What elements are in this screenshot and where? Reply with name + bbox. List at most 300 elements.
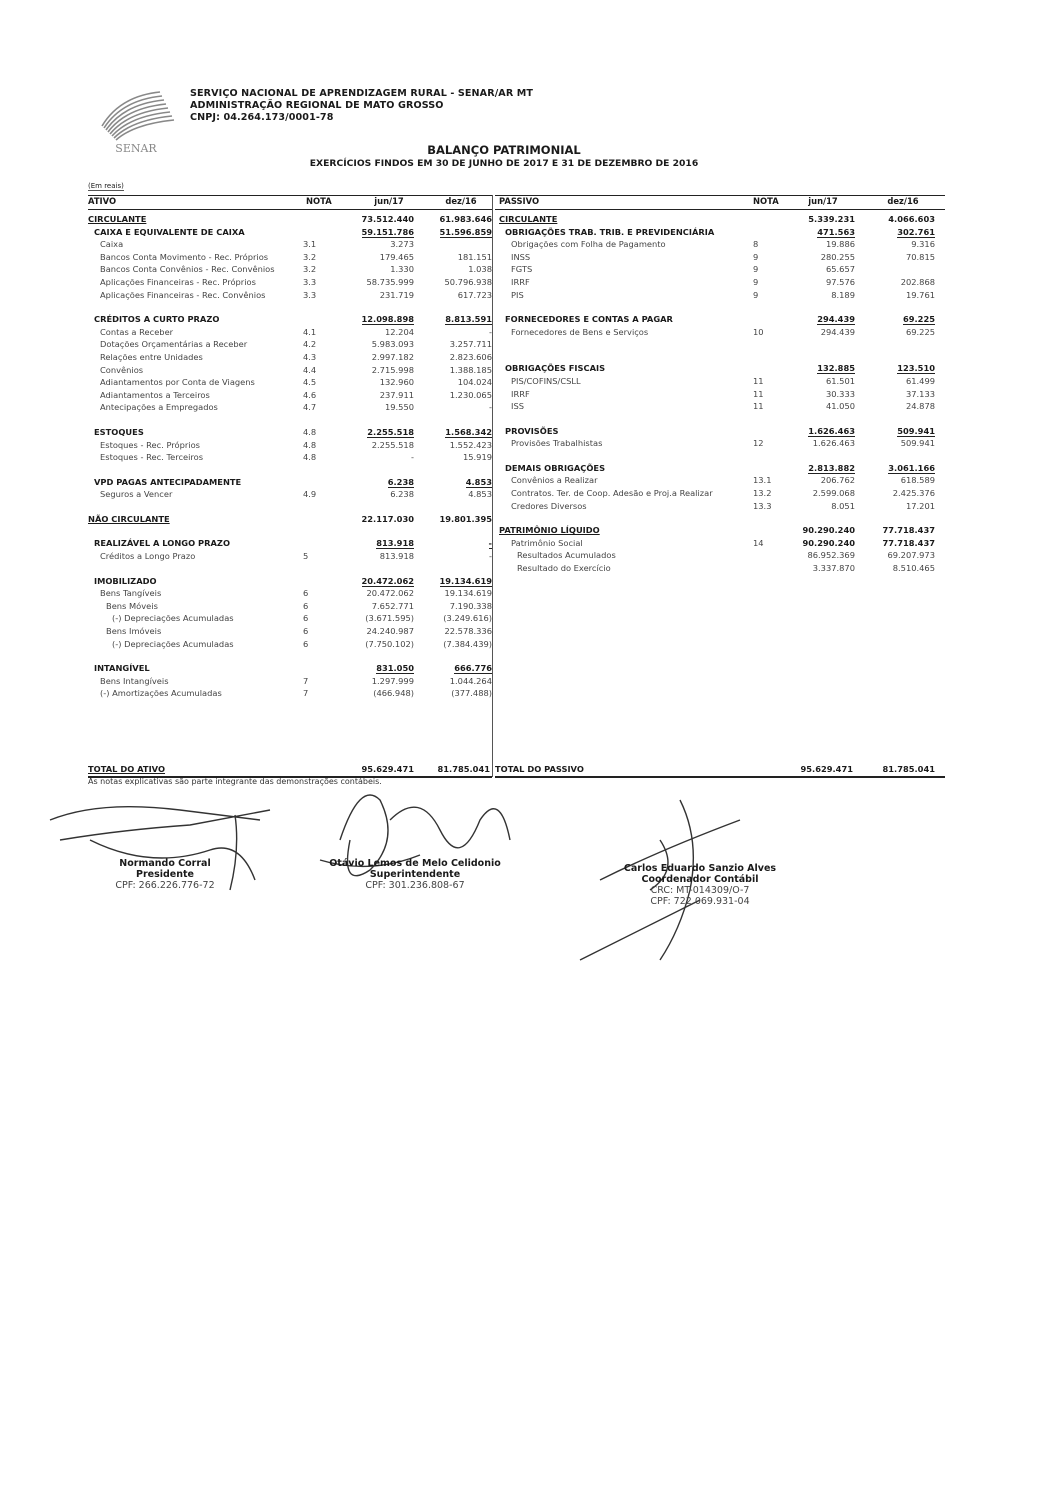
ativo-row-jun17: 3.273 [390, 239, 414, 250]
ativo-row [88, 401, 492, 413]
ativo-row-label: Estoques - Rec. Próprios [100, 439, 200, 450]
ativo-row-nota: 6 [303, 588, 309, 599]
passivo-row-label: FORNECEDORES E CONTAS A PAGAR [505, 314, 673, 325]
passivo-row-cell [773, 238, 855, 250]
ativo-row-cell [406, 537, 492, 549]
ativo-row-cell [328, 638, 414, 650]
ativo-row-dez16: - [489, 551, 492, 562]
ativo-row-jun17: 59.151.786 [361, 226, 414, 237]
ativo-row-jun17: 12.098.898 [361, 314, 414, 325]
passivo-row-nota: 13.3 [753, 500, 772, 511]
ativo-total-dez16: 81.785.041 [437, 764, 490, 774]
unit-label: (Em reais) [88, 182, 124, 190]
passivo-row-cell [853, 524, 935, 536]
ativo-row-dez16: - [489, 326, 492, 337]
ativo-row-dez16: 4.853 [468, 489, 492, 500]
ativo-row-label: (-) Depreciações Acumuladas [112, 638, 234, 649]
passivo-row-cell [773, 263, 855, 275]
ativo-row-cell [406, 575, 492, 587]
ativo-row-label: Bancos Conta Convênios - Rec. Convênios [100, 264, 275, 275]
ativo-row-jun17: 813.918 [376, 538, 414, 549]
ativo-row-cell [328, 575, 414, 587]
ativo-row-cell [406, 276, 492, 288]
ativo-total-jun17: 95.629.471 [361, 764, 414, 774]
ativo-row-label: Aplicações Financeiras - Rec. Próprios [100, 277, 256, 287]
passivo-row-cell [853, 474, 935, 486]
ativo-row [88, 313, 492, 325]
ativo-row-cell [328, 213, 414, 225]
passivo-row-cell [853, 251, 935, 263]
ativo-row-cell [328, 625, 414, 637]
passivo-row-label: Resultado do Exercício [517, 563, 611, 574]
passivo-row [495, 263, 945, 275]
passivo-row-cell [773, 388, 855, 400]
ativo-row-nota: 4.3 [303, 351, 317, 362]
passivo-row-nota: 12 [753, 438, 764, 449]
ativo-row-cell [328, 251, 414, 263]
ativo-row-dez16: 666.776 [454, 663, 492, 674]
passivo-row-cell [773, 462, 855, 474]
ativo-row-label: Aplicações Financeiras - Rec. Convênios [100, 289, 266, 300]
passivo-row-cell [773, 437, 855, 449]
passivo-row-jun17: 280.255 [820, 251, 855, 262]
passivo-row-cell [773, 549, 855, 561]
ativo-row-jun17: (7.750.102) [365, 638, 414, 649]
passivo-row [495, 388, 945, 400]
passivo-row-cell [773, 276, 855, 288]
passivo-row-dez16: 24.878 [905, 401, 935, 412]
ativo-row-jun17: 132.960 [379, 377, 414, 388]
ativo-row-cell [328, 276, 414, 288]
document-title: BALANÇO PATRIMONIAL [427, 143, 581, 157]
ativo-row [88, 513, 492, 525]
ativo-row-jun17: 2.715.998 [371, 364, 414, 375]
passivo-row-nota: 8 [753, 239, 759, 250]
passivo-row-nota: 9 [753, 289, 759, 300]
passivo-row-dez16: 69.225 [902, 314, 935, 325]
passivo-row-dez16: 8.510.465 [892, 563, 935, 574]
passivo-row-jun17: 65.657 [825, 264, 855, 275]
ativo-row-cell [406, 638, 492, 650]
institution-name: SERVIÇO NACIONAL DE APRENDIZAGEM RURAL - SENAR/AR MT [190, 88, 534, 99]
ativo-row-cell [406, 625, 492, 637]
passivo-total-rule [495, 776, 945, 778]
passivo-row [495, 400, 945, 412]
ativo-row [88, 587, 492, 599]
passivo-row-dez16: 302.761 [897, 226, 935, 237]
passivo-row-jun17: 2.599.068 [812, 488, 855, 499]
ativo-row-jun17: 231.719 [379, 289, 414, 300]
passivo-row [495, 474, 945, 486]
passivo-row [495, 226, 945, 238]
ativo-row-dez16: 19.134.619 [444, 588, 492, 599]
ativo-header-label: ATIVO [88, 196, 117, 206]
ativo-row-label: Relações entre Unidades [100, 351, 203, 362]
ativo-row-jun17: 12.204 [384, 326, 414, 337]
passivo-row-label: PROVISÕES [505, 425, 559, 436]
passivo-row [495, 313, 945, 325]
signature-accountant-role: Coordenador Contábil [641, 874, 759, 885]
ativo-row [88, 426, 492, 438]
ativo-row-label: Convênios [100, 364, 144, 375]
ativo-row [88, 476, 492, 488]
passivo-row-jun17: 41.050 [825, 401, 855, 412]
passivo-row-nota: 11 [753, 388, 764, 399]
ativo-row-cell [328, 687, 414, 699]
ativo-row-dez16: 19.134.619 [439, 575, 492, 586]
passivo-row-label: CIRCULANTE [499, 214, 558, 224]
passivo-row [495, 326, 945, 338]
ativo-row-dez16: 1.388.185 [449, 364, 492, 375]
ativo-row-jun17: 73.512.440 [361, 214, 414, 224]
ativo-row [88, 537, 492, 549]
passivo-row-label: Obrigações com Folha de Pagamento [511, 239, 666, 250]
ativo-row [88, 364, 492, 376]
passivo-header-row [495, 195, 945, 210]
signature-president-role: Presidente [136, 869, 194, 880]
ativo-row-label: Caixa [100, 239, 124, 250]
ativo-row-label: Bens Tangíveis [100, 588, 162, 599]
passivo-row-jun17: 1.626.463 [812, 438, 855, 449]
svg-text:SENAR: SENAR [115, 142, 157, 155]
passivo-row-label: IRRF [511, 388, 530, 399]
ativo-row-nota: 4.6 [303, 389, 317, 400]
passivo-row-jun17: 1.626.463 [808, 425, 855, 436]
ativo-row-cell [406, 401, 492, 413]
column-divider [492, 195, 493, 777]
passivo-header-label: PASSIVO [499, 196, 540, 206]
ativo-header-nota: NOTA [306, 196, 332, 206]
passivo-row [495, 524, 945, 536]
signature-president-name: Normando Corral [119, 858, 211, 869]
ativo-row [88, 251, 492, 263]
passivo-row-nota: 13.2 [753, 488, 772, 499]
ativo-row-nota: 3.3 [303, 277, 317, 287]
ativo-row [88, 638, 492, 650]
passivo-row-cell [853, 537, 935, 549]
passivo-row-cell [773, 487, 855, 499]
passivo-header-dez16: dez/16 [887, 196, 919, 206]
passivo-row-cell [773, 313, 855, 325]
ativo-row-dez16: (7.384.439) [443, 638, 492, 649]
ativo-row-nota: 4.2 [303, 339, 317, 350]
passivo-row [495, 251, 945, 263]
ativo-row-cell [328, 513, 414, 525]
signature-superintendent [300, 858, 530, 891]
passivo-row-cell [773, 326, 855, 338]
ativo-row-cell [406, 326, 492, 338]
ativo-row-cell [406, 226, 492, 238]
passivo-row-cell [853, 226, 935, 238]
ativo-row-cell [328, 675, 414, 687]
ativo-row [88, 238, 492, 250]
ativo-row-cell [406, 313, 492, 325]
document-subtitle: EXERCÍCIOS FINDOS EM 30 DE JUNHO DE 2017 E 31 DE DEZEMBRO DE 2016 [309, 158, 699, 169]
ativo-row-cell [328, 537, 414, 549]
passivo-row [495, 289, 945, 301]
passivo-row-jun17: 294.439 [820, 326, 855, 337]
passivo-table [495, 195, 945, 574]
ativo-row [88, 612, 492, 624]
ativo-row-label: ESTOQUES [94, 426, 144, 437]
passivo-row-cell [773, 251, 855, 263]
ativo-row-label: CRÉDITOS A CURTO PRAZO [94, 314, 220, 325]
passivo-row-label: Credores Diversos [511, 500, 587, 511]
passivo-row-label: Convênios a Realizar [511, 475, 598, 486]
ativo-row [88, 376, 492, 388]
passivo-row-nota: 13.1 [753, 475, 772, 486]
ativo-row-cell [328, 600, 414, 612]
ativo-row-nota: 6 [303, 626, 309, 637]
ativo-row-dez16: 7.190.338 [449, 600, 492, 611]
passivo-row-jun17: 206.762 [820, 475, 855, 486]
passivo-row-cell [773, 226, 855, 238]
passivo-row-cell [853, 388, 935, 400]
ativo-row-jun17: 24.240.987 [366, 626, 414, 637]
signature-accountant [600, 863, 800, 907]
ativo-row-label: IMOBILIZADO [94, 575, 157, 586]
ativo-row-cell [406, 687, 492, 699]
ativo-row-nota: 4.5 [303, 377, 317, 388]
ativo-row-label: Antecipações a Empregados [100, 402, 218, 413]
ativo-row-cell [328, 226, 414, 238]
passivo-row-dez16: 77.718.437 [882, 537, 935, 548]
ativo-row-label: Bens Intangíveis [100, 675, 169, 686]
ativo-row-nota: 6 [303, 613, 309, 624]
ativo-row [88, 289, 492, 301]
passivo-row [495, 276, 945, 288]
passivo-row-label: Provisões Trabalhistas [511, 438, 603, 449]
ativo-row-jun17: 831.050 [376, 663, 414, 674]
ativo-row-label: CIRCULANTE [88, 214, 147, 224]
ativo-row-cell [406, 251, 492, 263]
passivo-row-cell [773, 289, 855, 301]
ativo-row-cell [328, 488, 414, 500]
institution-region: ADMINISTRAÇÃO REGIONAL DE MATO GROSSO [190, 100, 444, 111]
passivo-row-jun17: 86.952.369 [807, 550, 855, 561]
ativo-row-cell [406, 662, 492, 674]
ativo-row-jun17: 58.735.999 [366, 277, 414, 287]
ativo-row-cell [406, 439, 492, 451]
ativo-row-dez16: 181.151 [457, 251, 492, 262]
passivo-row-cell [853, 500, 935, 512]
ativo-row-jun17: 237.911 [379, 389, 414, 400]
ativo-row-jun17: 20.472.062 [366, 588, 414, 599]
ativo-row-nota: 3.2 [303, 264, 317, 275]
passivo-row-dez16: 2.425.376 [892, 488, 935, 499]
ativo-row-label: NÃO CIRCULANTE [88, 513, 170, 524]
passivo-row-dez16: 69.225 [905, 326, 935, 337]
passivo-row-dez16: 9.316 [911, 239, 935, 250]
passivo-row-dez16: 4.066.603 [888, 214, 935, 224]
ativo-row-cell [406, 364, 492, 376]
ativo-row-nota: 3.3 [303, 289, 317, 300]
ativo-row-label: Adiantamentos a Terceiros [100, 389, 210, 400]
signature-superintendent-role: Superintendente [369, 869, 461, 880]
passivo-row-jun17: 97.576 [825, 277, 855, 287]
ativo-row-jun17: 7.652.771 [371, 600, 414, 611]
ativo-row-dez16: (3.249.616) [443, 613, 492, 624]
ativo-row-jun17: 2.255.518 [367, 426, 414, 437]
signature-accountant-crc: CRC: MT-014309/O-7 [650, 885, 750, 896]
ativo-row-jun17: 22.117.030 [361, 513, 414, 524]
passivo-row-label: PIS/COFINS/CSLL [511, 375, 581, 386]
ativo-row-nota: 3.1 [303, 239, 317, 250]
passivo-row-cell [853, 549, 935, 561]
ativo-row-label: INTANGÍVEL [94, 663, 150, 674]
ativo-row-jun17: 20.472.062 [361, 575, 414, 586]
ativo-row-jun17: 813.918 [379, 551, 414, 562]
ativo-row [88, 451, 492, 463]
ativo-row [88, 625, 492, 637]
ativo-row-dez16: 3.257.711 [449, 339, 492, 350]
ativo-row-jun17: (3.671.595) [365, 613, 414, 624]
passivo-total-row [495, 763, 945, 775]
ativo-row-dez16: 617.723 [457, 289, 492, 300]
ativo-row [88, 550, 492, 562]
passivo-row-nota: 11 [753, 375, 764, 386]
passivo-row-cell [773, 562, 855, 574]
passivo-row-cell [853, 562, 935, 574]
passivo-row-cell [773, 213, 855, 225]
ativo-row-cell [328, 612, 414, 624]
ativo-row [88, 389, 492, 401]
passivo-row-jun17: 5.339.231 [808, 214, 855, 224]
ativo-row-cell [406, 426, 492, 438]
passivo-row-label: PIS [511, 289, 524, 300]
passivo-row-label: Fornecedores de Bens e Serviços [511, 326, 649, 337]
ativo-row-dez16: 104.024 [457, 377, 492, 388]
signature-president [80, 858, 250, 891]
ativo-row-label: Adiantamentos por Conta de Viagens [100, 377, 255, 388]
ativo-row-cell [406, 451, 492, 463]
ativo-row [88, 662, 492, 674]
passivo-row-jun17: 2.813.882 [808, 462, 855, 473]
passivo-row-jun17: 132.885 [817, 363, 855, 374]
passivo-total-dez16: 81.785.041 [882, 764, 935, 774]
signature-accountant-name: Carlos Eduardo Sanzio Alves [623, 863, 777, 874]
passivo-row-dez16: 509.941 [897, 425, 935, 436]
signature-president-cpf: CPF: 266.226.776-72 [115, 880, 215, 891]
passivo-row-cell [773, 362, 855, 374]
ativo-row-dez16: 8.813.591 [445, 314, 492, 325]
passivo-row-dez16: 70.815 [905, 251, 935, 262]
passivo-row [495, 462, 945, 474]
passivo-row-cell [853, 326, 935, 338]
passivo-row-nota: 9 [753, 251, 759, 262]
passivo-row-cell [773, 500, 855, 512]
ativo-row-jun17: 1.297.999 [371, 675, 414, 686]
ativo-row [88, 226, 492, 238]
ativo-row-jun17: 179.465 [379, 251, 414, 262]
ativo-row-jun17: 6.238 [387, 476, 414, 487]
passivo-row [495, 537, 945, 549]
passivo-row-cell [853, 362, 935, 374]
ativo-row-cell [328, 364, 414, 376]
ativo-total-label: TOTAL DO ATIVO [88, 764, 166, 774]
ativo-row-dez16: 15.919 [462, 452, 492, 463]
ativo-row-label: Seguros a Vencer [100, 489, 173, 500]
ativo-row-label: VPD PAGAS ANTECIPADAMENTE [94, 476, 242, 487]
ativo-row-label: (-) Depreciações Acumuladas [112, 613, 234, 624]
passivo-row-label: OBRIGAÇÕES TRAB. TRIB. E PREVIDENCIÁRIA [505, 226, 715, 237]
ativo-row-jun17: 6.238 [390, 489, 414, 500]
institution-header [190, 88, 533, 124]
passivo-row-label: ISS [511, 401, 524, 412]
passivo-row-nota: 9 [753, 264, 759, 275]
passivo-row-cell [853, 313, 935, 325]
passivo-row-label: Resultados Acumulados [517, 550, 616, 561]
ativo-row-dez16: 51.596.859 [439, 226, 492, 237]
ativo-row-jun17: 19.550 [384, 402, 414, 413]
ativo-row-jun17: 5.983.093 [371, 339, 414, 350]
ativo-row-cell [328, 263, 414, 275]
passivo-row-nota: 11 [753, 401, 764, 412]
passivo-row [495, 487, 945, 499]
ativo-row [88, 439, 492, 451]
ativo-row-jun17: 2.255.518 [371, 439, 414, 450]
passivo-row-dez16: 509.941 [900, 438, 935, 449]
ativo-row-cell [328, 351, 414, 363]
passivo-row-jun17: 61.501 [825, 375, 855, 386]
ativo-row-cell [406, 513, 492, 525]
passivo-row-jun17: 8.189 [831, 289, 855, 300]
ativo-row-dez16: 1.552.423 [449, 439, 492, 450]
ativo-row-cell [328, 401, 414, 413]
ativo-row-cell [406, 587, 492, 599]
ativo-row-label: Bens Imóveis [106, 626, 162, 637]
ativo-row-cell [328, 550, 414, 562]
passivo-row-dez16: 618.589 [900, 475, 935, 486]
passivo-row [495, 213, 945, 225]
ativo-row-cell [328, 662, 414, 674]
ativo-row-nota: 6 [303, 600, 309, 611]
passivo-row [495, 437, 945, 449]
ativo-row-cell [406, 600, 492, 612]
passivo-row-cell [853, 400, 935, 412]
ativo-row-dez16: - [488, 538, 492, 549]
passivo-row-label: DEMAIS OBRIGAÇÕES [505, 462, 606, 473]
ativo-row-dez16: 19.801.395 [439, 513, 492, 524]
passivo-row-dez16: 123.510 [897, 363, 935, 374]
passivo-row-nota: 9 [753, 277, 759, 287]
signature-accountant-cpf: CPF: 722.069.931-04 [650, 896, 750, 907]
passivo-row-dez16: 37.133 [905, 388, 935, 399]
ativo-row [88, 326, 492, 338]
ativo-row-dez16: 4.853 [465, 476, 492, 487]
ativo-row-cell [406, 488, 492, 500]
ativo-row-jun17: 2.997.182 [371, 351, 414, 362]
ativo-row-dez16: - [489, 402, 492, 413]
passivo-row-cell [853, 289, 935, 301]
ativo-row-label: Bens Móveis [106, 600, 158, 611]
passivo-row-label: OBRIGAÇÕES FISCAIS [505, 363, 606, 374]
passivo-row-label: IRRF [511, 277, 530, 287]
passivo-row [495, 562, 945, 574]
passivo-row-cell [853, 238, 935, 250]
ativo-row [88, 687, 492, 699]
ativo-row [88, 338, 492, 350]
ativo-row-nota: 4.1 [303, 326, 317, 337]
passivo-row-cell [853, 437, 935, 449]
ativo-row-dez16: 2.823.606 [449, 351, 492, 362]
ativo-row-label: (-) Amortizações Acumuladas [100, 688, 222, 699]
ativo-total-row [88, 763, 492, 775]
ativo-row-label: Contas a Receber [100, 326, 174, 337]
passivo-row-jun17: 90.290.240 [802, 525, 855, 536]
passivo-row [495, 425, 945, 437]
ativo-header-row [88, 195, 492, 210]
